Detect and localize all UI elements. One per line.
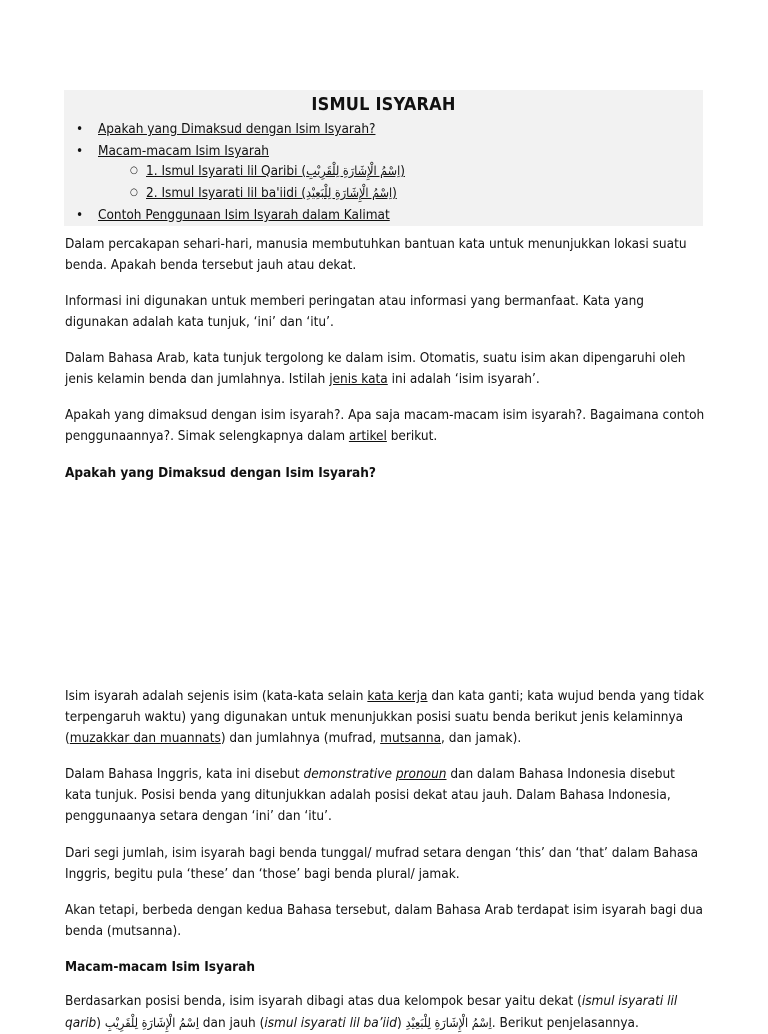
link-muzakkar-muannats[interactable]: muzakkar dan muannats: [69, 730, 221, 746]
bullet-icon: •: [76, 121, 84, 137]
toc-title: ISMUL ISYARAH: [311, 94, 456, 115]
toc-item[interactable]: [76, 120, 375, 138]
bullet-icon: •: [76, 143, 84, 159]
toc-item[interactable]: [76, 206, 390, 224]
link-pronoun[interactable]: pronoun: [395, 766, 447, 782]
link-kata-kerja[interactable]: kata kerja: [367, 688, 428, 704]
link-jenis-kata[interactable]: jenis kata: [329, 371, 388, 387]
paragraph: Informasi ini digunakan untuk memberi peringatan atau informasi yang bermanfaat. Kata yang digunakan adalah kata tunjuk, ‘ini’ dan ‘itu’.: [65, 293, 645, 330]
toc-subitem[interactable]: [130, 184, 397, 202]
toc-link-examples[interactable]: Contoh Penggunaan Isim Isyarah dalam Kalimat: [98, 207, 390, 223]
bullet-icon: •: [76, 207, 84, 223]
circle-bullet-icon: ○: [130, 187, 138, 198]
toc-link-types[interactable]: Macam-macam Isim Isyarah: [98, 143, 269, 159]
paragraph: Isim isyarah adalah sejenis isim (kata-kata selain kata kerja dan kata ganti; kata wujud benda yang tidak terpengaruh waktu) yang digunakan untuk menunjukkan posisi suatu benda berikut jenis kelaminnya (muzakkar dan muannats) dan jumlahnya (mufrad, mutsanna, dan jamak).: [65, 688, 704, 746]
paragraph: Dalam Bahasa Arab, kata tunjuk tergolong ke dalam isim. Otomatis, suatu isim akan dipengaruhi oleh jenis kelamin benda dan jumlahnya. Istilah jenis kata ini adalah ‘isim isyarah’.: [65, 350, 686, 387]
circle-bullet-icon: ○: [130, 165, 138, 176]
toc-item[interactable]: [76, 142, 269, 160]
link-artikel[interactable]: artikel: [348, 428, 387, 444]
paragraph: Dari segi jumlah, isim isyarah bagi benda tunggal/ mufrad setara dengan ‘this’ dan ‘that’ dalam Bahasa Inggris, begitu pula ‘these’ dan ‘those’ bagi benda plural/ jamak.: [65, 845, 699, 882]
paragraph: Akan tetapi, berbeda dengan kedua Bahasa tersebut, dalam Bahasa Arab terdapat isim isyarah bagi dua benda (mutsanna).: [65, 902, 703, 939]
toc-subitem[interactable]: [130, 162, 405, 180]
toc-link-definition[interactable]: Apakah yang Dimaksud dengan Isim Isyarah?: [98, 121, 376, 137]
toc-link-baiidi[interactable]: 2. Ismul Isyarati lil ba'iidi (اِسْمُ الْإِشَارَةِ لِلْبَعِيْدِ): [146, 185, 397, 201]
section-heading: Macam-macam Isim Isyarah: [65, 959, 255, 975]
section-heading: Apakah yang Dimaksud dengan Isim Isyarah?: [65, 465, 376, 481]
paragraph: Berdasarkan posisi benda, isim isyarah dibagi atas dua kelompok besar yaitu dekat (ismul isyarati lil qarib) اِسْمُ الْإِشَارَةِ لِلْقَرِيْبِ dan jauh (ismul isyarati lil ba’iid) اِسْمُ الْإِشَارَةِ لِلْبَعِيْدِ. Berikut penjelasannya.: [65, 993, 678, 1031]
toc-link-qaribi[interactable]: 1. Ismul Isyarati lil Qaribi (اِسْمُ الْإِشَارَةِ لِلْقَرِيْبِ): [146, 163, 405, 179]
table-of-contents: [64, 90, 703, 226]
paragraph: Apakah yang dimaksud dengan isim isyarah?. Apa saja macam-macam isim isyarah?. Bagaimana contoh penggunaannya?. Simak selengkapnya dalam artikel berikut.: [65, 407, 705, 444]
paragraph: Dalam Bahasa Inggris, kata ini disebut demonstrative pronoun dan dalam Bahasa Indonesia disebut kata tunjuk. Posisi benda yang ditunjukkan adalah posisi dekat atau jauh. Dalam Bahasa Indonesia, penggunaanya setara dengan ‘ini’ dan ‘itu’.: [65, 766, 675, 824]
link-mutsanna[interactable]: mutsanna: [380, 730, 442, 746]
paragraph: Dalam percakapan sehari-hari, manusia membutuhkan bantuan kata untuk menunjukkan lokasi suatu benda. Apakah benda tersebut jauh atau dekat.: [65, 236, 687, 273]
